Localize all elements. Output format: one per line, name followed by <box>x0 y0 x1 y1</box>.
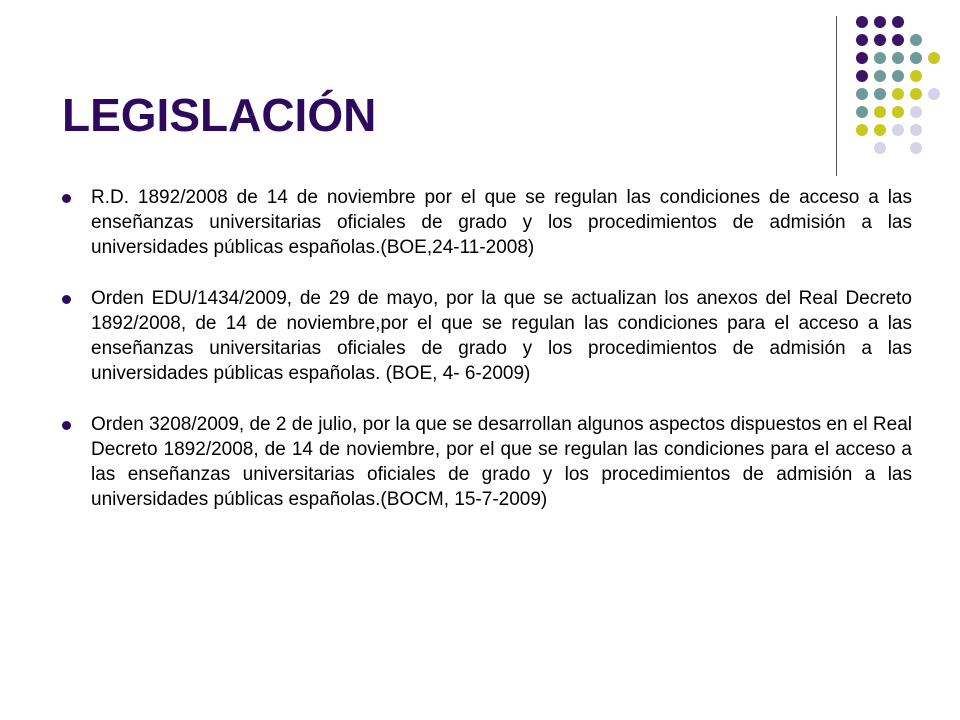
decorative-dot <box>874 142 886 154</box>
decorative-dot <box>874 16 886 28</box>
decorative-dot <box>856 34 868 46</box>
decorative-dot <box>892 88 904 100</box>
decorative-dot <box>892 52 904 64</box>
bullet-item <box>62 286 912 386</box>
decorative-dot <box>892 106 904 118</box>
decorative-dot <box>874 34 886 46</box>
decorative-dot <box>856 52 868 64</box>
decorative-dot <box>874 106 886 118</box>
decorative-dot <box>874 88 886 100</box>
decorative-dot <box>874 70 886 82</box>
decorative-dot <box>910 142 922 154</box>
vertical-divider-line <box>836 16 837 176</box>
bullet-icon <box>62 295 71 304</box>
bullet-icon <box>62 421 71 430</box>
decorative-dot <box>892 124 904 136</box>
decorative-dot <box>892 34 904 46</box>
bullet-text: R.D. 1892/2008 de 14 de noviembre por el que se regulan las condiciones de acceso a las enseñanzas universitarias oficiales de grado y los procedimientos de admisión a las universidades públicas españolas.(BOE,24-11-2008) <box>91 187 912 258</box>
decorative-dot <box>892 16 904 28</box>
decorative-dot <box>910 70 922 82</box>
bullet-item <box>62 185 912 260</box>
decorative-dot <box>928 88 940 100</box>
slide-title: LEGISLACIÓN <box>62 89 377 141</box>
decorative-dot <box>910 52 922 64</box>
decorative-dot <box>928 52 940 64</box>
decorative-dot <box>856 16 868 28</box>
decorative-dot <box>910 106 922 118</box>
bullet-list <box>62 185 912 538</box>
bullet-icon <box>62 194 71 203</box>
bullet-text: Orden 3208/2009, de 2 de julio, por la que se desarrollan algunos aspectos dispuestos en el Real Decreto 1892/2008, de 14 de noviembre, por el que se regulan las condiciones para el acceso a las enseñanzas universitarias oficiales de grado y los procedimientos de admisión a las universidades públicas españolas.(BOCM, 15-7-2009) <box>91 414 912 510</box>
decorative-dot <box>856 88 868 100</box>
decorative-dot <box>856 124 868 136</box>
decorative-dot <box>892 70 904 82</box>
bullet-text: Orden EDU/1434/2009, de 29 de mayo, por la que se actualizan los anexos del Real Decreto 1892/2008, de 14 de noviembre,por el que se regulan las condiciones para el acceso a las enseñanzas universitarias oficiales de grado y los procedimientos de admisión a las universidades públicas españolas. (BOE, 4- 6-2009) <box>91 288 912 384</box>
bullet-item <box>62 412 912 512</box>
decorative-dot <box>856 70 868 82</box>
decorative-dot <box>910 124 922 136</box>
decorative-dot <box>874 52 886 64</box>
decorative-dot <box>856 106 868 118</box>
decorative-dot <box>910 34 922 46</box>
decorative-dot <box>910 88 922 100</box>
decorative-dot <box>874 124 886 136</box>
